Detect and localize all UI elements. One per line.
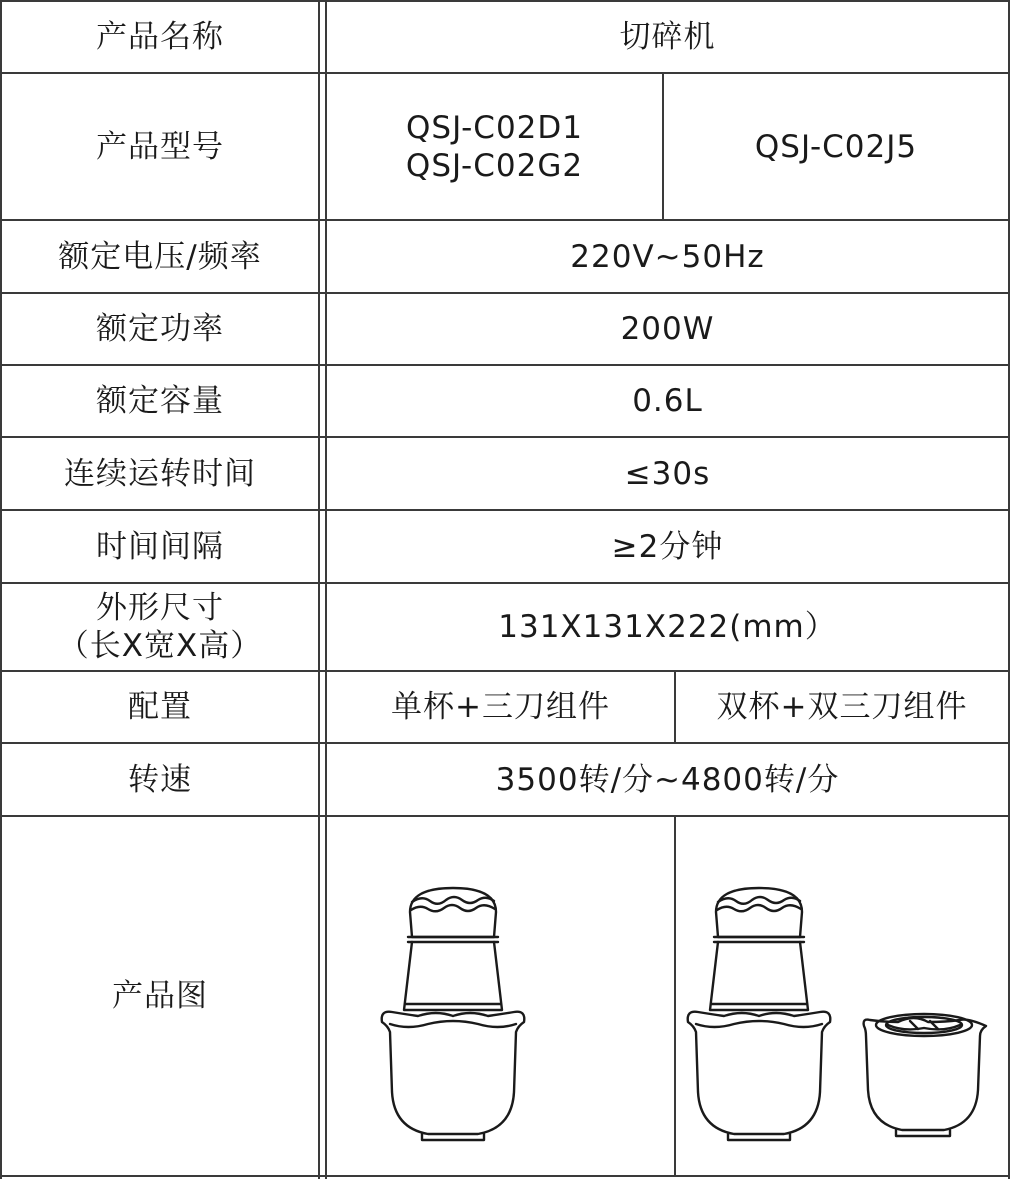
value-power: 200W <box>620 311 715 347</box>
label-capacity: 额定容量 <box>96 383 224 419</box>
value-capacity: 0.6L <box>632 383 703 419</box>
label-speed: 转速 <box>128 761 192 798</box>
value-dimensions: 131X131X222(mm） <box>498 609 837 645</box>
chopper-double-bowl-icon <box>684 882 992 1144</box>
label-dimensions <box>2 584 318 670</box>
label-product-image: 产品图 <box>112 978 208 1014</box>
label-model: 产品型号 <box>96 128 224 165</box>
label-continuous-time: 连续运转时间 <box>64 455 256 492</box>
value-configuration-right: 双杯+双三刀组件 <box>716 689 968 725</box>
value-configuration-left: 单杯+三刀组件 <box>391 689 610 725</box>
value-model-right: QSJ-C02J5 <box>754 128 918 165</box>
value-speed: 3500转/分~4800转/分 <box>495 761 840 798</box>
value-voltage: 220V~50Hz <box>570 238 765 275</box>
label-voltage: 额定电压/频率 <box>58 238 262 275</box>
dimensions-line-2: （长X宽X高） <box>57 628 263 664</box>
label-product-name: 产品名称 <box>96 19 224 55</box>
dimensions-line-1: 外形尺寸 <box>96 590 224 626</box>
model-line-2: QSJ-C02G2 <box>405 147 584 184</box>
label-configuration: 配置 <box>128 689 192 725</box>
value-model-left <box>327 74 662 219</box>
chopper-single-bowl-icon <box>378 882 528 1144</box>
model-line-1: QSJ-C02D1 <box>406 109 583 146</box>
label-interval: 时间间隔 <box>96 528 224 565</box>
value-product-name: 切碎机 <box>619 19 716 55</box>
value-interval: ≥2分钟 <box>611 528 724 565</box>
label-power: 额定功率 <box>96 311 224 347</box>
value-continuous-time: ≤30s <box>624 455 711 492</box>
